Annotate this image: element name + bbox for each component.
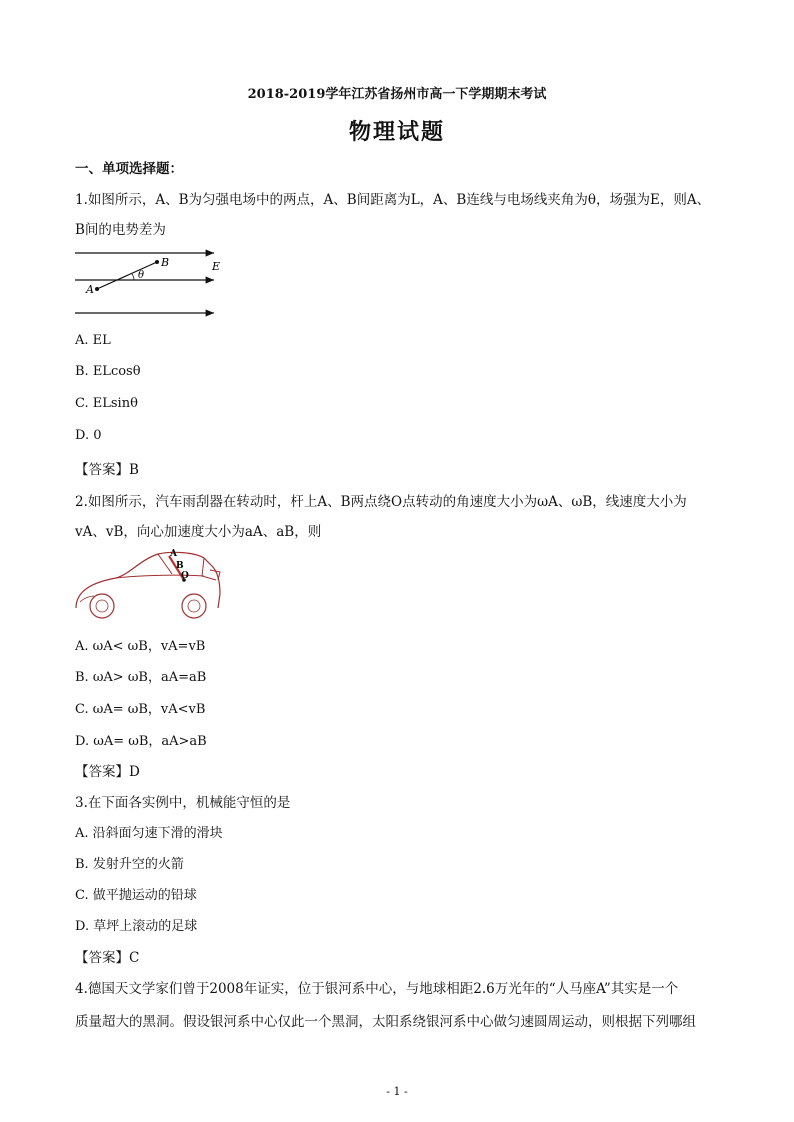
- q2-option-d: D. ωA= ωB，aA>aB: [75, 734, 207, 749]
- q1-stem-line1: 1.如图所示，A、B为匀强电场中的两点，A、B间距离为L，A、B连线与电场线夹角为θ，场强为E，则A、: [75, 192, 711, 208]
- q3-option-c: C. 做平抛运动的铅球: [75, 888, 197, 903]
- label-a: A: [170, 549, 177, 559]
- angle-arc: [132, 274, 134, 280]
- label-b: B: [161, 256, 170, 269]
- q1-answer: 【答案】B: [75, 462, 139, 478]
- q3-option-d: D. 草坪上滚动的足球: [75, 919, 198, 934]
- q2-option-b: B. ωA> ωB，aA=aB: [75, 670, 207, 685]
- label-e: E: [212, 260, 221, 273]
- car-hood-line: [116, 575, 204, 578]
- subject-title: 物理试题: [348, 119, 445, 145]
- label-theta: θ: [138, 270, 145, 281]
- q2-stem-line2: vA、vB，向心加速度大小为aA、aB，则: [75, 524, 322, 540]
- front-wheel: [90, 594, 114, 618]
- q3-answer: 【答案】C: [75, 950, 140, 966]
- section-heading: 一、单项选择题：: [75, 161, 183, 177]
- q1-option-d: D. 0: [75, 428, 102, 443]
- q3-option-a: A. 沿斜面匀速下滑的滑块: [75, 826, 223, 841]
- rear-wheel: [182, 594, 206, 618]
- q3-stem: 3.在下面各实例中，机械能守恒的是: [75, 795, 291, 811]
- q2-option-c: C. ωA= ωB，vA<vB: [75, 702, 206, 717]
- car-body: [76, 552, 220, 608]
- q1-stem-line2: B间的电势差为: [75, 222, 166, 238]
- q1-option-c: C. ELsinθ: [75, 396, 138, 411]
- label-o: O: [181, 571, 189, 581]
- exam-title: 2018-2019学年江苏省扬州市高一下学期期末考试: [247, 87, 547, 102]
- q2-option-a: A. ωA< ωB，vA=vB: [75, 639, 206, 654]
- point-a: [95, 287, 99, 291]
- q4-stem-line1: 4.德国天文学家们曾于2008年证实，位于银河系中心，与地球相距2.6万光年的“人马座A”其实是一个: [75, 981, 679, 997]
- point-b: [155, 260, 159, 264]
- q1-electric-field-figure: [72, 245, 232, 323]
- q1-option-a: A. EL: [75, 333, 111, 348]
- page-number: - 1 -: [386, 1085, 408, 1098]
- q3-option-b: B. 发射升空的火箭: [75, 857, 184, 872]
- label-b: B: [176, 561, 184, 571]
- q2-car-wiper-figure: [72, 546, 224, 622]
- label-a: A: [86, 283, 94, 296]
- q1-option-b: B. ELcosθ: [75, 364, 141, 379]
- q2-stem-line1: 2.如图所示，汽车雨刮器在转动时，杆上A、B两点绕O点转动的角速度大小为ωA、ωB，线速度大小为: [75, 494, 687, 510]
- segment-ab: [97, 262, 157, 289]
- q4-stem-line2: 质量超大的黑洞。假设银河系中心仅此一个黑洞，太阳系绕银河系中心做匀速圆周运动，则根据下列哪组: [75, 1014, 696, 1030]
- q2-answer: 【答案】D: [75, 764, 140, 780]
